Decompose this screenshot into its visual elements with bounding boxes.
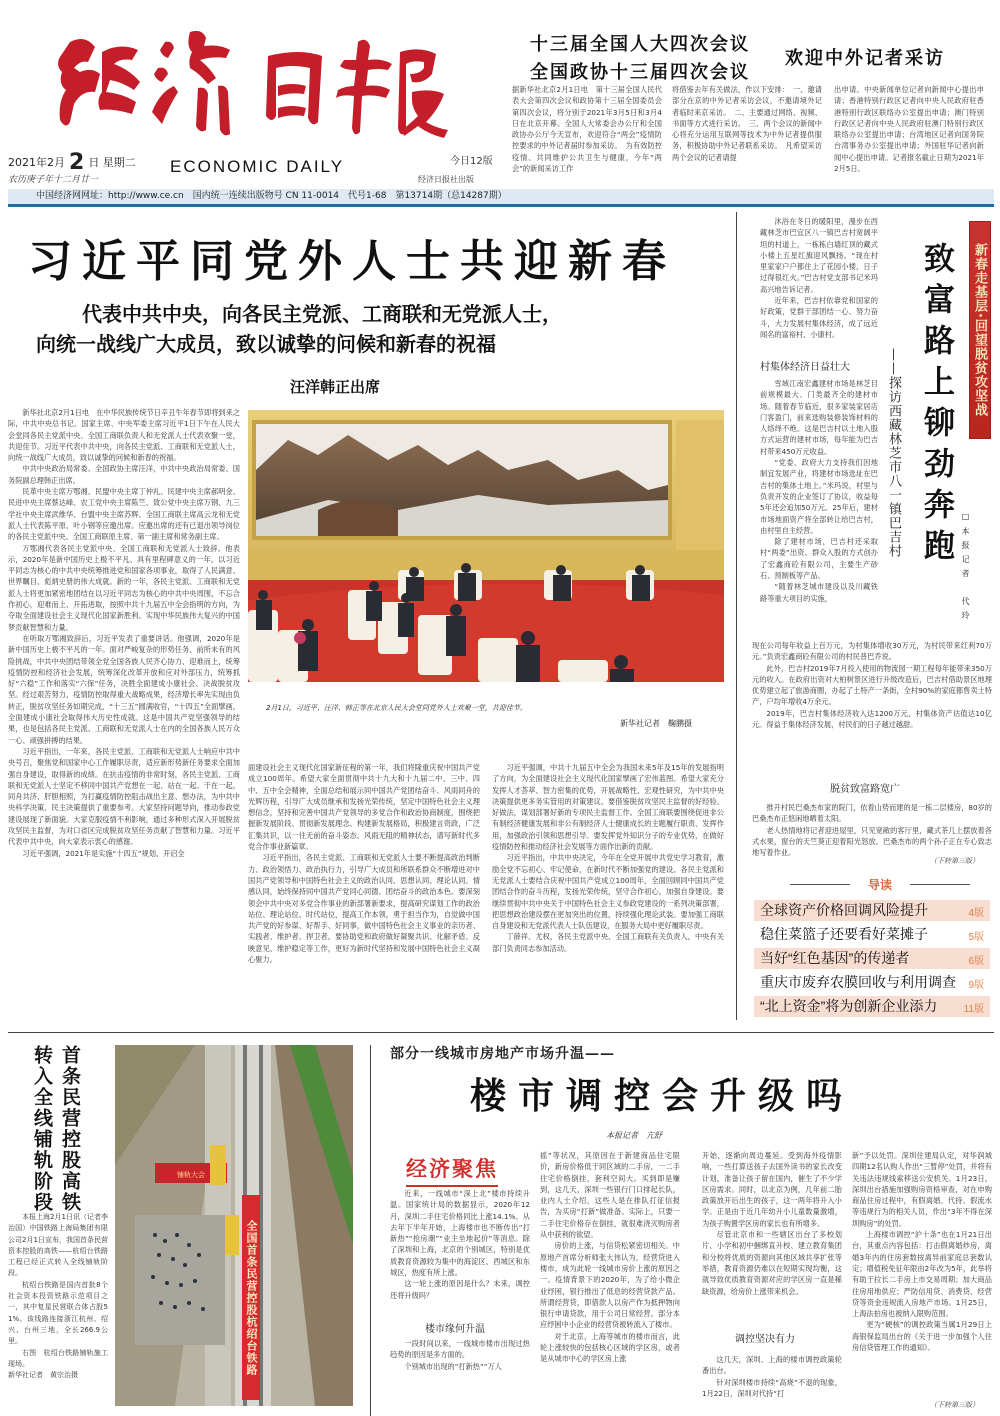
column-divider — [370, 1045, 371, 1416]
main-article-col-1 — [8, 407, 240, 1015]
rail-photo-vertical-banner: 全国首条民营控股杭绍台铁路 — [242, 1195, 260, 1400]
paragraph: 近来，一线城市“深上北”楼市持续升温。国家统计局的数据显示，2020年12月，深圳二手住宅价格同比上涨14.1%。从去年下半年开始，上海楼市也不断传出“打新热”“抢房潮”“业主坐地起价”等消息。除了深圳和上海，北京的个别城区，特别是优质教育资源较为集中的海淀区、西城区和东城区，热度有所上涨。 — [390, 1189, 530, 1278]
housing-story-byline: 本报记者 亢舒 — [606, 1131, 662, 1140]
column-label: 经济聚焦 — [406, 1153, 498, 1187]
masthead-logo — [40, 12, 470, 142]
rail-photo-credit: 新华社记者 黄宗治摄 — [8, 1371, 78, 1380]
rail-story-title-col-2: 转入全线铺轨阶段 — [31, 1045, 52, 1213]
guide-item-page: 9版 — [968, 980, 984, 991]
guide-item[interactable] — [754, 924, 990, 945]
date-prefix: 2021年2月 — [8, 156, 65, 169]
paragraph: 在听取万鄂湘致辞后，习近平发表了重要讲话。他强调，2020年是新中国历史上极不平凡的一年。面对严峻复杂的形势任务、前所未有的风险挑战，中共中央团结带领全党全国各族人民齐心协力、迎难而上，统筹疫情防控和经济社会发展，统筹深化改革开放和应对外部压力，统筹抓好“六稳”工作和落实“六保”任务，决胜全面建成小康社会、决战脱贫攻坚。经过艰苦努力，疫情防控取得重大战略成果，经济增长率先实现由负转正，脱贫攻坚任务如期完成，“十三五”圆满收官，“十四五”全面擘画，全面建成小康社会取得伟大历史性成就。这是中国共产党坚强领导的结果，也是包括各民主党派、工商联和无党派人士在内的全国各族人民万众一心、顽强拼搏的结果。 — [8, 633, 240, 745]
sidebar-story-top — [760, 216, 878, 356]
guide-item-title: 全球资产价格回调风险提升 — [760, 902, 928, 918]
paragraph: 除了建材市场，巴吉村还采取村“两委”出资、群众入股的方式创办了宏鑫商砼有限公司，主要生产砂石、预制板等产品。 — [760, 537, 878, 581]
sidebar-subhead-1: 村集体经济日益壮大 — [760, 362, 850, 373]
paragraph: 习近平指出，一年来，各民主党派、工商联和无党派人士响应中共中央号召，聚焦党和国家中心工作履职尽责，适应新形势新任务要求全面加强自身建设，取得新的成绩。在抗击疫情的非常时刻，各民主党派、工商联和无党派人士坚定不移同中国共产党想在一起、站在一起、干在一起，同舟共济、肝胆相照，为打赢疫情防控阻击战出主意、想办法，为中共中央科学决策、民主决策提供了重要参考。大家坚持问题导向，推动参政党建设展现了新面貌。大家克服疫情不利影响，通过多种形式深入开展脱贫攻坚民主监督，为对口省区完成脱贫攻坚任务贡献了智慧和力量。习近平代表中共中央，向大家表示衷心的感谢。 — [8, 746, 240, 847]
paragraph: 这几天，深圳、上海的楼市调控政策轮番出台。 — [702, 1355, 842, 1376]
paragraph: 个别城市出现的“打新热”“万人 — [404, 1361, 502, 1371]
paragraph: 尽管北京市和一些辖区出台了多校划片、小学和初中捆绑直升校、建立教育集团和分校将优质的资源向其他区域共享扩张等举措，教育资源仍难以在短期实现均衡，这就导致优质教育资源对应的学区房一直是稀缺资源，给房价上涨带来机会。 — [702, 1230, 842, 1296]
lunar-date: 农历庚子年十二月廿一 — [8, 175, 99, 185]
top-news-col-2: 将借鉴去年有关做法，作以下安排： 一、邀请部分在京的中外记者采访会议，不邀请境外记者临时来京采访。 二、主要通过网络、视频、书面等方式进行采访。 三、两个会议的新闻中心将充分运用互联网等技术为中外记者提供服务，积极协助中外记者联系采访。 凡希望采访两个会议的记者请提 — [672, 85, 822, 162]
paragraph: 此外，巴吉村2019年7月投入使用的物流园一期工程每年能带来350万元的收入。在政府出资对大柏树景区进行升级改造后，巴吉村借助景区地理优势建立起了旅游商圈，办起了土特产一条街，全村90%的家庭都售卖土特产，户均年增收4万余元。 — [752, 663, 992, 707]
sidebar-subhead-2: 脱贫致富路宽广 — [830, 784, 900, 795]
paragraph: 雪域江南宏鑫建材市场是林芝目前规模最大、门类最齐全的建材市场。随着春节临近，很多家装家居店门客盈门，前来选购装修装饰材料的人络绎不绝。这是巴吉村以土地入股方式运营的建材市场，每年能为巴吉村带来450万元收益。 — [760, 379, 878, 456]
rail-photo — [115, 1045, 353, 1406]
paragraph: 2019年，巴吉村集体经济收入达1200万元，村集体资产估值达10亿元。得益于集体经济发展，村民们的日子越过越甜。 — [752, 708, 992, 730]
housing-col-1b — [390, 1338, 530, 1416]
housing-story-title: 楼市调控会升级吗 — [470, 1075, 855, 1116]
guide-item-page: 6版 — [968, 956, 984, 967]
housing-col-2 — [540, 1150, 680, 1416]
paragraph: 老人热情地将记者迎进屋里，只见宽敞的客厅里，藏式茶几上摆放着各式水果，窗台的天竺葵正迎着阳光怒放。巴桑杰布的两个孙子正在专心致志地写着作业。 — [752, 825, 992, 858]
housing-subhead-1: 楼市缘何升温 — [425, 1324, 485, 1335]
housing-subhead-2: 调控坚决有力 — [735, 1334, 795, 1345]
housing-col-4 — [852, 1150, 992, 1405]
paragraph: 近年来，巴吉村依靠党和国家的好政策，党群干部团结一心、努力奋斗，大力发展村集体经济，成了远近闻名的富裕村、小康村。 — [760, 296, 878, 339]
paragraph: 面建设社会主义现代化国家新征程的第一年，我们将隆重庆祝中国共产党成立100周年。希望大家全面贯彻中共十九大和十九届二中、三中、四中、五中全会精神，全面总结和展示同中国共产党团结奋斗、风雨同舟的光辉历程，引导广大成员继承和发扬光荣传统，坚定中国特色社会主义理想信念，坚持和完善中国共产党领导的多党合作和政治协商制度，围绕把握新发展阶段、贯彻新发展理念、构建新发展格局，积极建言资政，广泛汇集共识，以一往无前的奋斗姿态、风雨无阻的精神状态，谱写新时代多党合作事业新篇章。 — [248, 763, 480, 852]
paragraph: 万鄂湘代表各民主党派中央、全国工商联和无党派人士致辞。他表示，2020年是新中国历史上极不平凡、具有里程碑意义的一年。以习近平同志为核心的中共中央统筹推进党和国家各项事业，取得了人民满意、世界瞩目、彪炳史册的伟大成就。新的一年，各民主党派、工商联和无党派人士将更加紧密地团结在以习近平同志为核心的中共中央周围，不忘合作初心，迎难而上、开拓进取，按照中共十九届五中全会指明的方向，为夺取全面建设社会主义现代化国家新胜利、实现中华民族伟大复兴的中国梦贡献智慧和力量。 — [8, 543, 240, 632]
guide-item-page: 5版 — [968, 932, 984, 943]
continued-note: （下转第三版） — [930, 857, 979, 865]
top-news-headline-1: 十三届全国人大四次会议 — [530, 34, 750, 55]
paragraph: 沐浴在冬日的暖阳里，漫步在西藏林芝市巴宜区八一镇巴吉村宽阔平坦的村道上，一栋栋白墙红顶的藏式小楼上五星红旗迎风飘扬。“现在村里家家户户都住上了花园小楼，日子过得很红火。”巴吉村党支部书记米玛高兴地告诉记者。 — [760, 217, 878, 294]
continued-note: （下转第三版） — [930, 1401, 979, 1409]
rail-story-body — [8, 1212, 108, 1412]
section-divider — [8, 1032, 994, 1033]
main-article-title: 习近平同党外人士共迎新春 — [28, 237, 676, 286]
top-news-col-3: 出申请。中央新闻单位记者向新闻中心提出申请；香港特别行政区记者向中央人民政府驻香港特别行政区联络办公室提出申请；澳门特别行政区记者向中央人民政府驻澳门特别行政区联络办公室提出申请；台湾地区记者向国务院台湾事务办公室提出申请；外国驻华记者向新闻中心提出申请。记者报名截止日期为2021年2月5日。 — [834, 85, 984, 174]
railway-aerial-photo-icon — [115, 1045, 353, 1406]
main-article-col-2 — [248, 762, 480, 1017]
meeting-hall-photo-icon — [248, 410, 724, 682]
date-suffix: 日 星期二 — [88, 156, 136, 169]
main-article-subtitle-1: 代表中共中央，向各民主党派、工商联和无党派人士， — [82, 304, 562, 326]
paragraph: 右图 杭绍台铁路铺轨施工现场。 — [8, 1348, 108, 1368]
sidebar-story-mid — [760, 378, 878, 640]
paragraph: 推开村民巴桑杰布家的院门，依着山势而建的是一栋二层楼房，80岁的巴桑杰布正悠闲地晒着太阳。 — [752, 803, 992, 824]
guide-item[interactable] — [754, 972, 990, 993]
paragraph: 习近平强调，中共十九届五中全会为我国未来5年及15年的发展指明了方向，为全面建设社会主义现代化国家擘画了宏伟蓝图。希望大家充分发挥人才荟萃、智力密集的优势，开展战略性、宏观性研究，为中共中央决策提供更多务实管用的对策建议。要借鉴脱贫攻坚民主监督的好经验、好做法，谋划部署好新的专项民主监督工作。全国工商联要围绕促进非公有制经济健康发展和非公有制经济人士健康成长的主题履行职责、发挥作用，加强政治引领和思想引导。要发挥党外知识分子的专业优势，在做好疫情防控和推动经济社会发展等方面作出新的贡献。 — [492, 763, 724, 852]
paragraph: 习近平指出，中共中央决定，今年在全党开展中共党史学习教育，激励全党不忘初心、牢记使命，在新时代不断加强党的建设。各民主党派和无党派人士要结合庆祝中国共产党成立100周年，全面回顾同中国共产党团结合作的奋斗历程，发扬光荣传统，坚守合作初心，加强自身建设。要继续贯彻中共中央关于中国特色社会主义参政党建设的一系列决策部署，把思想政治建设摆在更加突出的位置，持续强化理论武装。要加强工商联自身建设和无党派代表人士队伍建设，在服务大局中更好履职尽责。 — [492, 853, 724, 931]
paragraph: 摇”等状况，其原因在于新建商品住宅限价，新房价格低于同区域的二手房，一二手住宅价格倒挂，套利空间大。买到即是赚到，这几天，深圳一些银行门口排起长队，业内人士介绍，这些人是在排队打征信报告，为买房“打新”做准备。实际上，只要一二手住宅价格存在倒挂，就很难浇灭购房者从中获利的欲望。 — [540, 1151, 680, 1240]
paragraph: 更为“硬核”的调控政策当属1月29日上海银保监局出台的《关于进一步加强个人住房信贷管理工作的通知》。 — [852, 1320, 992, 1353]
rail-photo-banner: 铺轨大会 — [177, 1171, 205, 1179]
guide-item-page: 11版 — [963, 1004, 984, 1015]
column-divider — [736, 212, 737, 1020]
top-news-headline-2: 全国政协十三届四次会议 — [530, 62, 750, 83]
rail-story-title-col-1: 首条民营控股高铁 — [59, 1045, 80, 1213]
calligraphy-logo-icon — [40, 12, 470, 142]
paragraph: 新”予以处罚。深圳住建局认定，对华润城四期12名认购人作出“三暂停”处罚，并将有关违法违规线索移送公安机关。1月23日，深圳出台措施加强购房资格审查，对在申购商品住房过程中，有假离婚、代持、假流水等违规行为的相关人员，作出“3年不得在深圳购房”的处罚。 — [852, 1151, 992, 1228]
pages-today: 今日12版 — [450, 156, 493, 167]
masthead-rule — [8, 204, 994, 207]
housing-col-1 — [390, 1188, 530, 1316]
paragraph: 房价的上涨，与信贷松紧密切相关。中原地产首席分析师张大伟认为，经营贷进入楼市，成为此轮一线城市房价上涨的原因之一。疫情背景下的2020年，为了给小微企业纾困，银行推出了低息的经营贷款产品。所谓经营贷，即借款人以房产作为抵押物向银行申请贷款，用于公司日常经营。部分本应纾困中小企业的经营贷被转流入了楼市。 — [540, 1241, 680, 1330]
paragraph: 新华社北京2月1日电 在中华民族传统节日辛丑牛年春节即将到来之际，中共中央总书记、国家主席、中央军委主席习近平1日下午在人民大会堂同各民主党派中央、全国工商联负责人和无党派人士代表欢聚一堂，共迎佳节。习近平代表中共中央，向各民主党派、工商联和无党派人士，向统一战线广大成员，致以诚挚的问候和新春的祝福。 — [8, 408, 240, 463]
sidebar-story-byline: □本报记者 代玲 — [961, 512, 970, 625]
paragraph: “随着林芝城市建设以及川藏铁路等重大项目的实施， — [760, 582, 878, 603]
paragraph: 中共中央政治局常委、全国政协主席汪洋，中共中央政治局常委、国务院副总理韩正出席。 — [8, 464, 240, 485]
paragraph: 杭绍台铁路是国内首批8个社会资本投资铁路示范项目之一，其中复星民营联合体占股51%。该线路连接浙江杭州、绍兴、台州三地，全长266.9公里。 — [8, 1280, 108, 1346]
sidebar-story-wide — [752, 640, 992, 770]
photo-credit: 新华社记者 鞠鹏摄 — [620, 719, 692, 728]
english-name: ECONOMIC DAILY — [170, 157, 345, 176]
paragraph: 上海楼市调控“沪十条”也在1月21日出台，其重点内容包括：打击假离婚炒房，离婚3年内的住房套数按离异前家庭总套数认定；增值税免征年限由2年改为5年，此举将有助于拉长二手房上市交易周期；加大商品住房用地供应；严防信用贷、消费贷、经营贷等资金违规流入房地产市场。1月25日，上海法拍房也被纳入限购范围。 — [852, 1230, 992, 1319]
guide-item[interactable] — [754, 996, 990, 1017]
guide-heading: 导读 — [780, 876, 980, 893]
paragraph: 一段时间以来，一线城市楼市出现过热趋势的原因是多方面的。 — [390, 1339, 530, 1360]
paragraph: 这一轮上涨的原因是什么？未来，调控还将升级吗？ — [390, 1279, 530, 1300]
guide-item-title: 重庆市废弃农膜回收与利用调查 — [760, 974, 956, 990]
guide-item-page: 4版 — [968, 908, 984, 919]
paragraph: “党委、政府大力支持我们因地制宜发展产业，将建材市场选址在巴吉村的集体土地上。”米玛说，村里与负责开发的企业签订了协议，收益每5年还会追加50万元。25年后，建材市场地面资产将全部转让给巴吉村，由村里自主经营。 — [760, 458, 878, 535]
top-news-col-1: 据新华社北京2月1日电 第十三届全国人民代表大会第四次会议和政协第十三届全国委员会第四次会议，将分别于2021年3月5日和3月4日在北京开幕。全国人大常委会办公厅和全国政协办公厅今天宣布，欢迎符合“两会”疫情防控要求的中外记者届时参加采访。 为有效防控疫情、共同维护公共卫生与健康，今年“两会”的新闻采访工作 — [512, 85, 662, 174]
paragraph: 习近平强调，2021年是实施“十四五”规划、开启全 — [22, 848, 185, 858]
paragraph: 习近平指出，各民主党派、工商联和无党派人士要不断提高政治判断力、政治领悟力、政治执行力，引导广大成员和所联系群众不断增进对中国共产党领导和中国特色社会主义的政治认同、思想认同、理论认同、情感认同，始终保持同中国共产党同心同德、团结奋斗的政治本色。要深刻领会中共中央对多党合作事业的新部署新要求，提高研究谋划工作的政治站位、理论站位、时代站位，提高工作本领，勇于担当作为，自觉做中国共产党的好参谋、好帮手、好同事，做中国特色社会主义事业的亲历者、实践者、维护者、捍卫者。要协助党和政府做好凝聚共识、化解矛盾、反映意见、维护稳定等工作，更好为新时代坚持和发展中国特色社会主义凝心聚力。 — [248, 853, 480, 965]
guide-item[interactable] — [754, 948, 990, 969]
photo-caption: 2月1日，习近平、汪洋、韩正等在北京人民大会堂同党外人士欢聚一堂，共迎佳节。 — [266, 704, 527, 712]
main-article-col-3 — [492, 762, 724, 1017]
paragraph: 民革中央主席万鄂湘、民盟中央主席丁仲礼、民建中央主席郝明金、民进中央主席蔡达峰、农工党中央主席陈竺、致公党中央主席万钢、九三学社中央主席武维华、台盟中央主席苏辉、全国工商联主席高云龙和无党派人士代表陈平原、叶小钢等应邀出席。应邀出席的还有已退出领导岗位的各民主党派中央、全国工商联原主席、第一副主席和常务副主席。 — [8, 487, 240, 542]
paragraph: 对于北京、上海等城市的楼市而言，此轮上涨较快的包括核心区域的学区房，或者是从城市中心的学区房上涨 — [540, 1331, 680, 1364]
main-article-subtitle-2: 向统一战线广大成员，致以诚挚的问候和新春的祝福 — [36, 334, 496, 356]
paragraph: 针对深圳楼市持续“高烧”不退的现象，1月22日，深圳对代持“打 — [702, 1377, 842, 1398]
housing-story-kicker: 部分一线城市房地产市场升温—— — [390, 1046, 615, 1062]
paragraph: 丁薛祥、尤权，各民主党派中央、全国工商联有关负责人，中央有关部门负责同志参加活动。 — [492, 932, 724, 953]
main-article-attendees: 汪洋韩正出席 — [290, 378, 381, 396]
guide-item[interactable] — [754, 900, 990, 921]
paragraph: 开始，逐渐向周边蔓延。受到海外疫情影响，一些打算送孩子去国外读书的家长改变计划，准备让孩子留在国内，催生了不少学区房需求。同时，以北京为例，几年前二胎政策放开后出生的孩子，这一两年将升入小学。正是由于近几年幼升小儿童数量激增，为孩子购置学区房的家长也有所增多。 — [702, 1151, 842, 1228]
paragraph: 本报上海2月1日讯（记者李治国）中国铁路上海局集团有限公司2月1日宣布，我国首条民营资本控股的高铁——杭绍台铁路工程已经正式转入全线铺轨阶段。 — [8, 1213, 108, 1278]
top-news-headline-right: 欢迎中外记者采访 — [785, 48, 945, 69]
housing-col-3b — [702, 1354, 842, 1416]
sidebar-story-title: 致富路上铆劲奔跑 — [919, 242, 954, 570]
sidebar-story-subtitle: ——探访西藏林芝市八一镇巴吉村 — [886, 348, 901, 558]
series-banner: 新春走基层·回望脱贫攻坚战 — [969, 221, 991, 439]
date-day: 2 — [69, 150, 85, 175]
publisher: 经济日报社出版 — [418, 175, 474, 184]
main-article-photo — [248, 410, 724, 682]
housing-col-3 — [702, 1150, 842, 1322]
guide-item-title: 当好“红色基因”的传递者 — [760, 950, 910, 966]
info-strip: 中国经济网网址：http://www.ce.cn 国内统一连续出版物号 CN 11-0014 代号1-68 第13714期（总14287期） — [8, 189, 994, 204]
paragraph: 现在公司每年收益上百万元，为村集体增收30万元，为村民带来红利70万元。”负责宏鑫商砼有限公司的村民普巴乔说。 — [752, 641, 992, 662]
guide-item-title: 稳住菜篮子还要看好菜摊子 — [760, 926, 928, 942]
guide-item-title: “北上资金”将为创新企业添力 — [760, 998, 938, 1014]
